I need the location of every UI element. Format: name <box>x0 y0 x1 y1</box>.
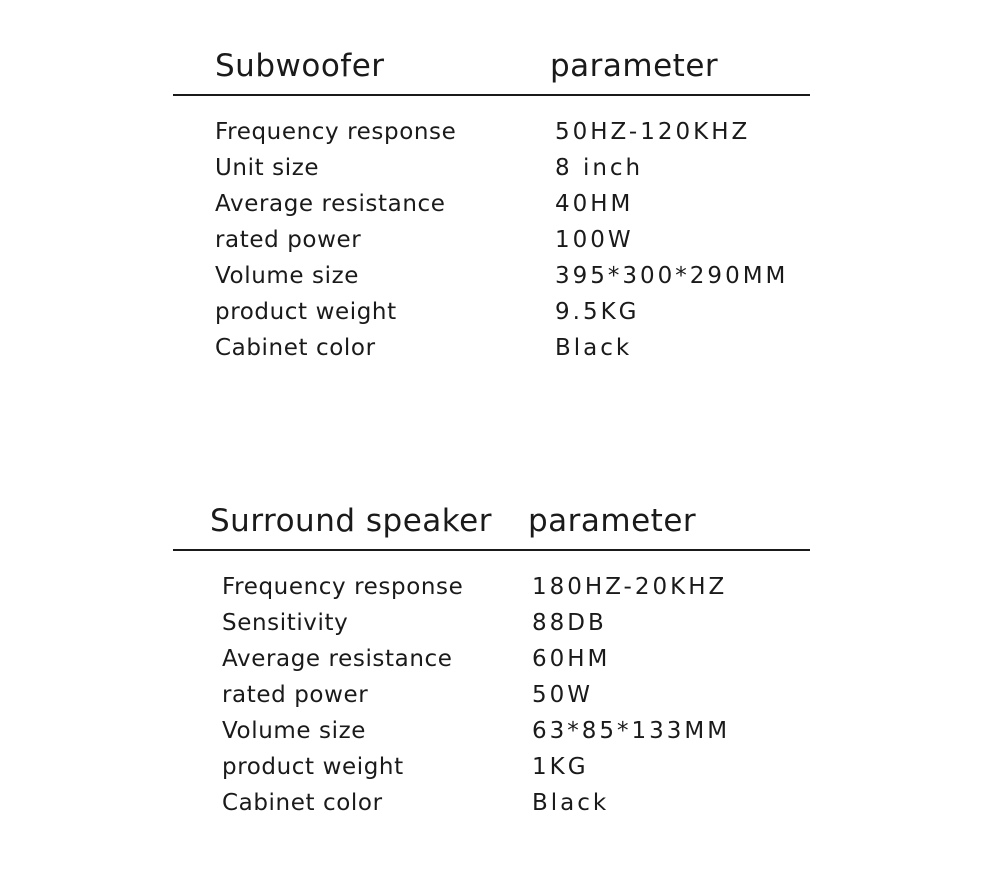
spec-value: 88DB <box>532 610 607 636</box>
spec-value: Black <box>532 790 610 816</box>
spec-label: rated power <box>222 682 369 708</box>
spec-label: rated power <box>215 227 362 253</box>
subwoofer-header-parameter: parameter <box>550 48 719 84</box>
spec-label: Unit size <box>215 155 320 181</box>
spec-label: product weight <box>215 299 397 325</box>
table-row <box>173 605 810 641</box>
spec-value: 60HM <box>532 646 611 672</box>
spec-label: Average resistance <box>215 191 446 217</box>
spec-value: 100W <box>555 227 634 253</box>
subwoofer-table-header <box>173 44 810 96</box>
surround-spec-table <box>173 499 810 821</box>
spec-value: 1KG <box>532 754 589 780</box>
spec-label: Volume size <box>215 263 360 289</box>
spec-label: Volume size <box>222 718 367 744</box>
table-row <box>173 713 810 749</box>
subwoofer-header-title: Subwoofer <box>215 48 385 84</box>
table-row <box>173 150 810 186</box>
spec-value: 8 inch <box>555 155 644 181</box>
spec-value: 395*300*290MM <box>555 263 789 289</box>
subwoofer-spec-rows <box>173 114 810 366</box>
table-row <box>173 569 810 605</box>
table-row <box>173 258 810 294</box>
spec-label: Sensitivity <box>222 610 349 636</box>
spec-label: Cabinet color <box>222 790 383 816</box>
table-row <box>173 330 810 366</box>
spec-label: Frequency response <box>215 119 457 145</box>
subwoofer-spec-table <box>173 44 810 366</box>
spec-value: 50HZ-120KHZ <box>555 119 751 145</box>
spec-label: product weight <box>222 754 404 780</box>
spec-value: 180HZ-20KHZ <box>532 574 728 600</box>
table-row <box>173 641 810 677</box>
spec-value: 50W <box>532 682 594 708</box>
surround-spec-rows <box>173 569 810 821</box>
spec-value: Black <box>555 335 633 361</box>
table-row <box>173 294 810 330</box>
table-row <box>173 186 810 222</box>
table-row <box>173 677 810 713</box>
table-row <box>173 114 810 150</box>
surround-table-header <box>173 499 810 551</box>
spec-value: 9.5KG <box>555 299 640 325</box>
spec-label: Cabinet color <box>215 335 376 361</box>
spec-value: 63*85*133MM <box>532 718 731 744</box>
table-row <box>173 785 810 821</box>
spec-value: 40HM <box>555 191 634 217</box>
table-row <box>173 222 810 258</box>
surround-header-parameter: parameter <box>528 503 697 539</box>
spec-label: Average resistance <box>222 646 453 672</box>
surround-header-title: Surround speaker <box>210 503 492 539</box>
table-row <box>173 749 810 785</box>
spec-label: Frequency response <box>222 574 464 600</box>
